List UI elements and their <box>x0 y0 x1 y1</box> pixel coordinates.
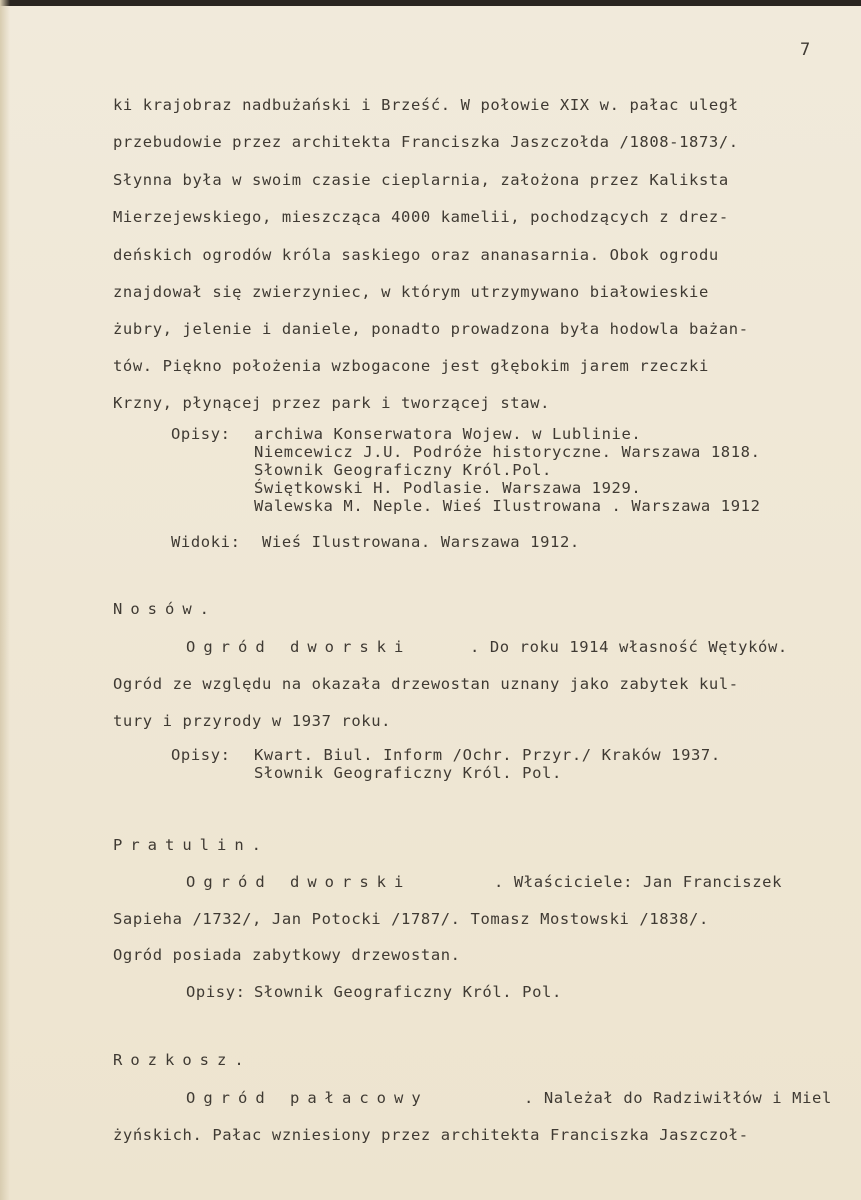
reference-line: Niemcewicz J.U. Podróże historyczne. Warszawa 1818. <box>254 443 761 461</box>
reference-line: archiwa Konserwatora Wojew. w Lublinie. <box>254 425 642 443</box>
text-line: Słynna była w swoim czasie cieplarnia, założona przez Kaliksta <box>113 171 729 189</box>
text-line: . Właściciele: Jan Franciszek <box>494 873 783 891</box>
text-line: przebudowie przez architekta Franciszka Jaszczołda /1808-1873/. <box>113 133 739 151</box>
text-line: znajdował się zwierzyniec, w którym utrzymywano białowieskie <box>113 283 709 301</box>
text-line: tury i przyrody w 1937 roku. <box>113 712 392 730</box>
text-line: Ogród ze względu na okazała drzewostan uznany jako zabytek kul- <box>113 675 739 693</box>
page-left-shadow <box>0 0 10 1200</box>
opisy-label: Opisy: <box>171 746 231 764</box>
page-top-edge <box>0 0 861 6</box>
text-line: deńskich ogrodów króla saskiego oraz ananasarnia. Obok ogrodu <box>113 246 719 264</box>
text-line: Mierzejewskiego, mieszcząca 4000 kamelii, pochodzących z drez- <box>113 208 729 226</box>
section-title-rozkosz: Rozkosz. <box>113 1051 252 1069</box>
section-title-nosow: Nosów. <box>113 600 217 618</box>
widoki-label: Widoki: <box>171 533 241 551</box>
reference-line: Słownik Geograficzny Król. Pol. <box>254 764 562 782</box>
reference-line: Słownik Geograficzny Król.Pol. <box>254 461 552 479</box>
opisy-label: Opisy: <box>171 425 231 443</box>
text-line: Krzny, płynącej przez park i tworzącej staw. <box>113 394 550 412</box>
reference-line: Kwart. Biul. Inform /Ochr. Przyr./ Kraków 1937. <box>254 746 721 764</box>
garden-label: Ogród pałacowy <box>186 1089 429 1107</box>
text-line: żubry, jelenie i daniele, ponadto prowadzona była hodowla bażan- <box>113 320 749 338</box>
reference-line: Walewska M. Neple. Wieś Ilustrowana . Warszawa 1912 <box>254 497 761 515</box>
garden-label: Ogród dworski <box>186 638 412 656</box>
page-number: 7 <box>800 40 811 60</box>
text-line: . Należał do Radziwiłłów i Miel <box>524 1089 832 1107</box>
text-line: Sapieha /1732/, Jan Potocki /1787/. Tomasz Mostowski /1838/. <box>113 910 709 928</box>
section-title-pratulin: Pratulin. <box>113 836 269 854</box>
reference-line: Świętkowski H. Podlasie. Warszawa 1929. <box>254 479 642 497</box>
text-line: ki krajobraz nadbużański i Brześć. W połowie XIX w. pałac uległ <box>113 96 739 114</box>
opisy-label: Opisy: <box>186 983 246 1001</box>
text-line: . Do roku 1914 własność Wętyków. <box>470 638 788 656</box>
text-line: żyńskich. Pałac wzniesiony przez architekta Franciszka Jaszczoł- <box>113 1126 749 1144</box>
text-line: Ogród posiada zabytkowy drzewostan. <box>113 946 461 964</box>
reference-line: Słownik Geograficzny Król. Pol. <box>254 983 562 1001</box>
garden-label: Ogród dworski <box>186 873 412 891</box>
widoki-reference: Wieś Ilustrowana. Warszawa 1912. <box>262 533 580 551</box>
text-line: tów. Piękno położenia wzbogacone jest głębokim jarem rzeczki <box>113 357 709 375</box>
